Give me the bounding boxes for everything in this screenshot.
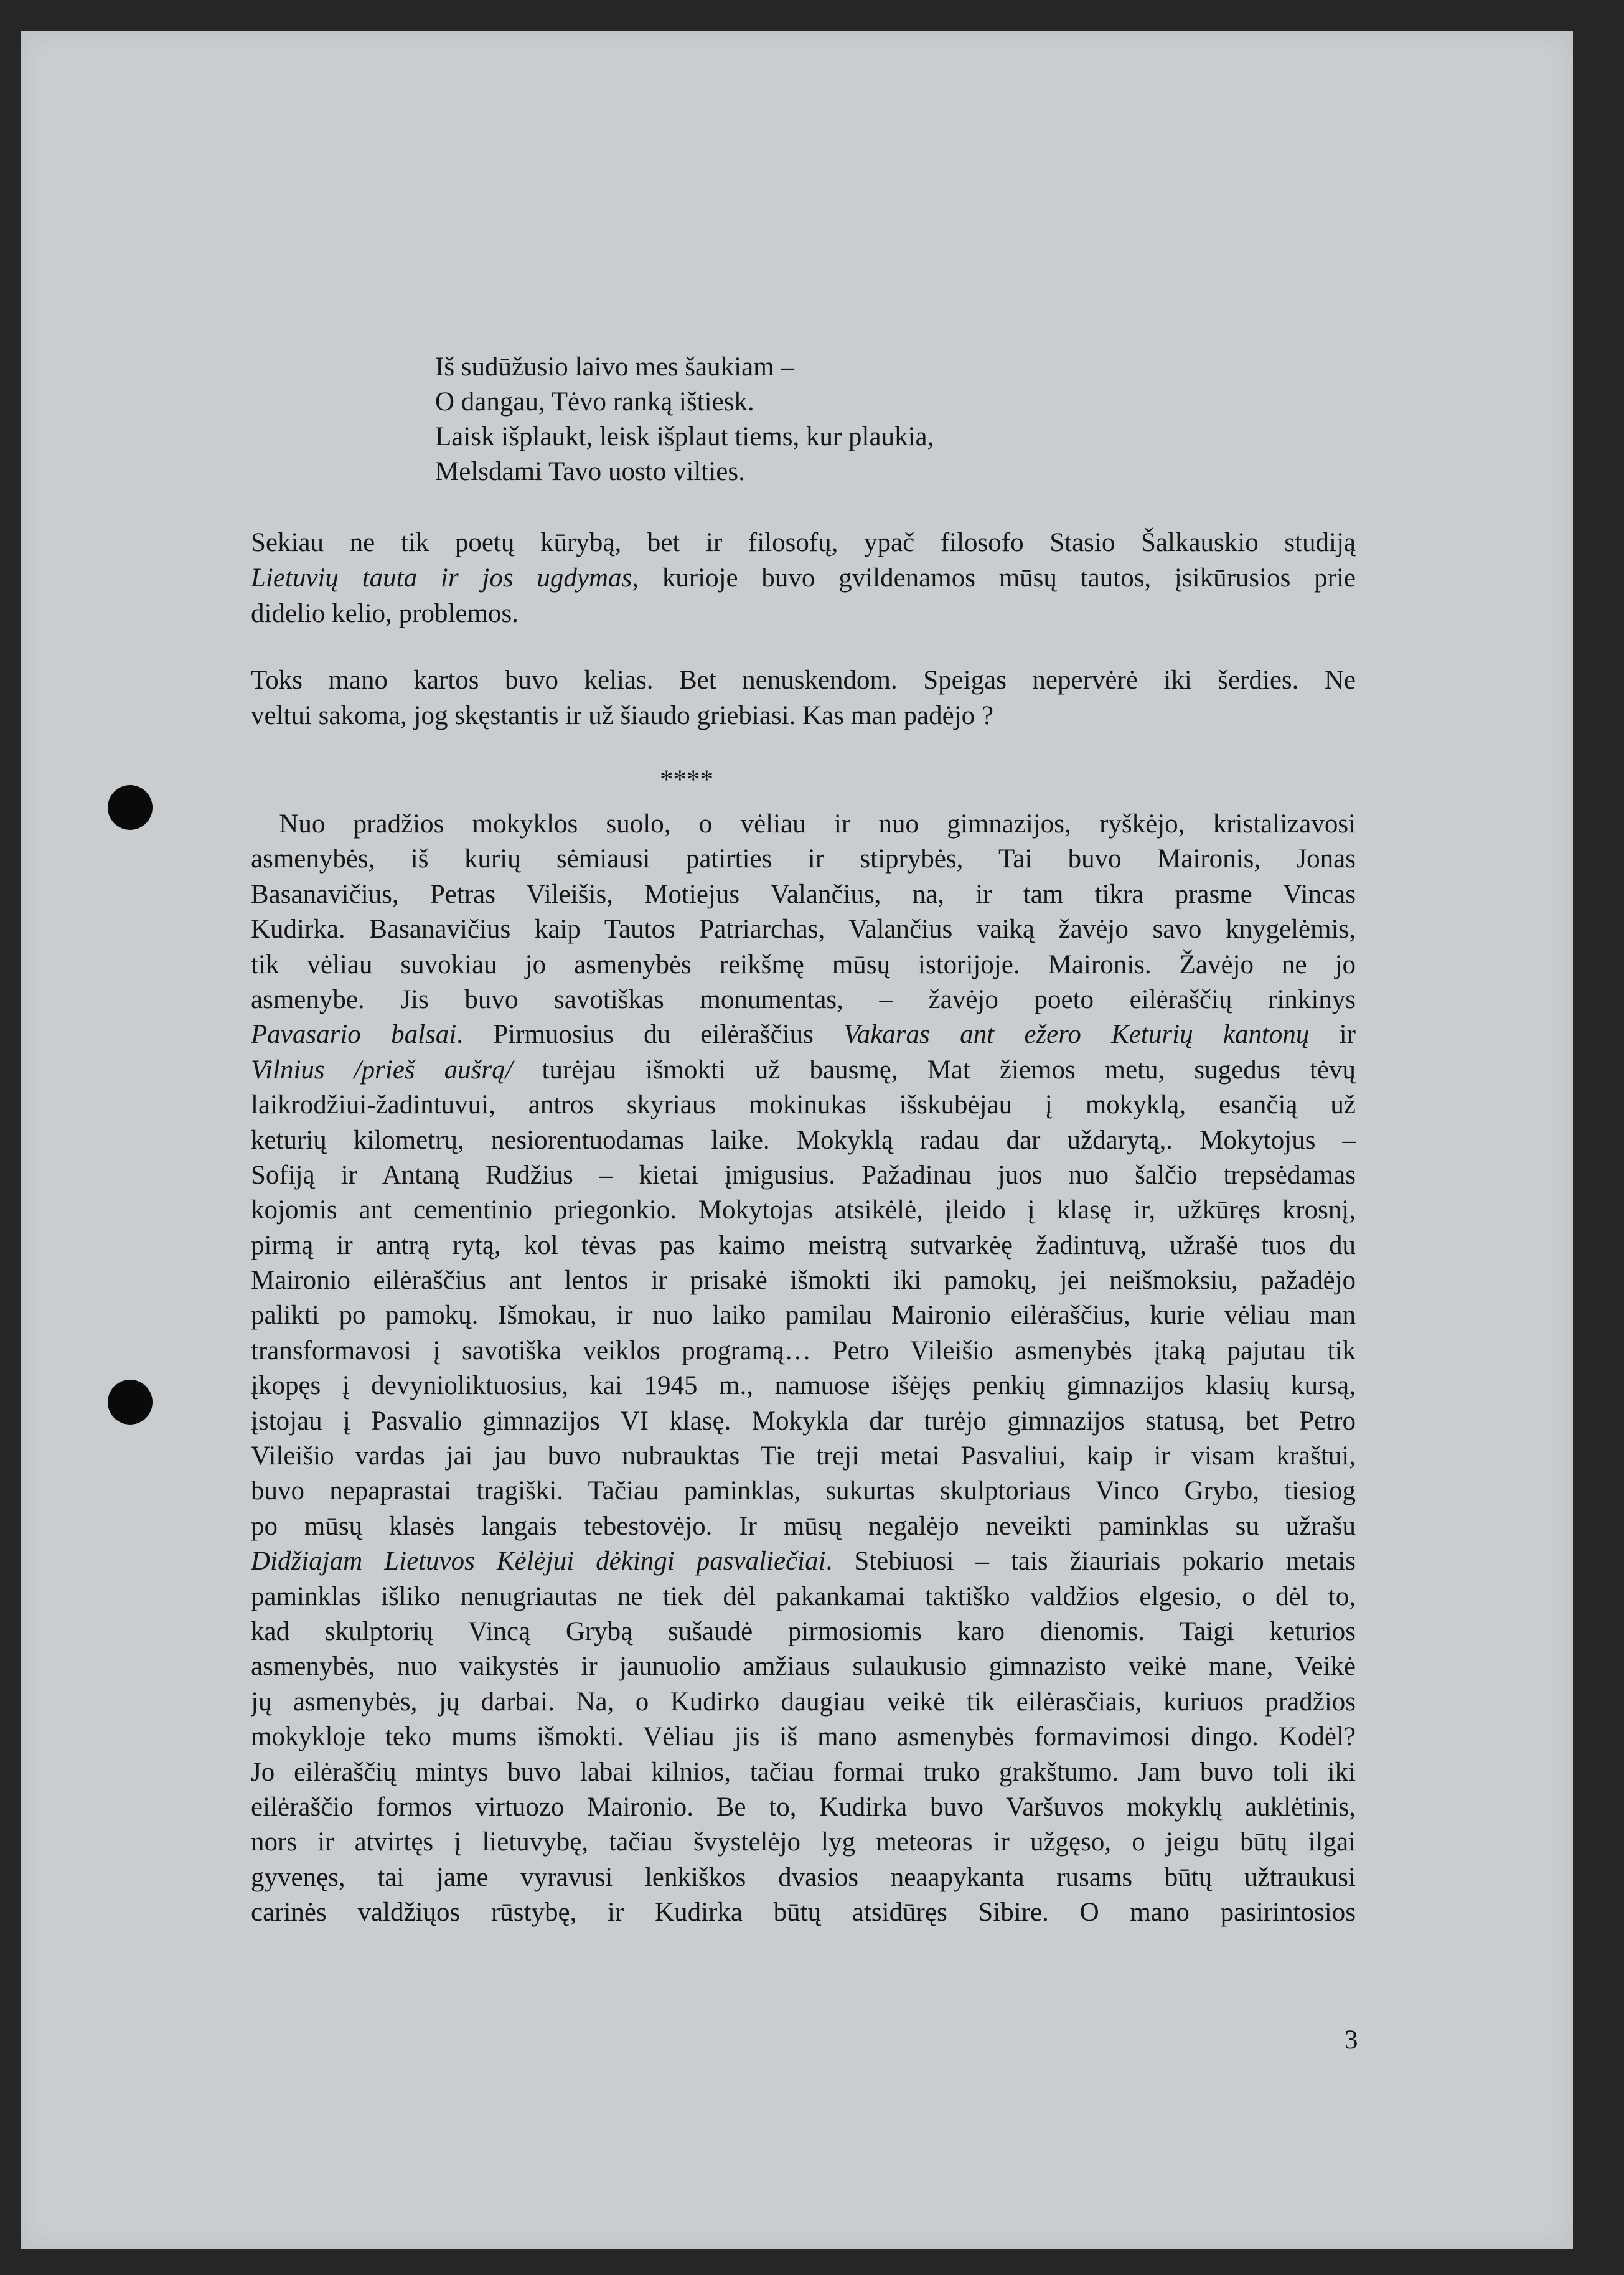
text-line — [251, 1368, 1356, 1403]
text-segment: po mūsų klasės langais tebestovėjo. Ir mūsų negalėjo neveikti paminklas su užrašu — [251, 1511, 1356, 1541]
text-segment: Basanavičius, Petras Vileišis, Motiejus Valančius, na, ir tam tikra prasme Vincas — [251, 879, 1356, 909]
text-segment: Toks mano kartos buvo kelias. Bet nenuskendom. Speigas nepervėrė iki šerdies. Ne — [251, 666, 1356, 695]
text-line — [435, 385, 934, 420]
text-line — [251, 1474, 1356, 1509]
paragraph-influences — [251, 807, 1356, 1931]
text-segment: įstojau į Pasvalio gimnazijos VI klasę. Mokykla dar turėjo gimnazijos statusą, bet Petro — [251, 1406, 1356, 1436]
text-line — [251, 1298, 1356, 1333]
poem-stanza — [435, 350, 934, 489]
text-segment: asmenybės, iš kurių sėmiausi patirties ir stiprybės, Tai buvo Maironis, Jonas — [251, 844, 1356, 874]
text-segment: ir — [1309, 1020, 1356, 1050]
text-segment: tik vėliau suvokiau jo asmenybės reikšmę mūsų istorijoje. Maironis. Žavėjo ne jo — [251, 949, 1356, 979]
text-segment: Melsdami Tavo uosto vilties. — [435, 457, 745, 486]
text-line — [251, 1158, 1356, 1193]
text-segment: . Pirmuosius du eilėraščius — [456, 1020, 844, 1050]
text-line — [251, 1228, 1356, 1263]
text-line — [251, 1720, 1356, 1755]
text-line — [251, 596, 1356, 631]
text-line — [251, 698, 1356, 733]
text-segment: Jo eilėraščių mintys buvo labai kilnios, tačiau formai truko grakštumo. Jam buvo toli iki — [251, 1757, 1356, 1787]
text-segment: palikti po pamokų. Išmokau, ir nuo laiko pamilau Maironio eilėraščius, kurie vėliau man — [251, 1301, 1356, 1331]
text-segment: mokykloje teko mums išmokti. Vėliau jis iš mano asmenybės formavimosi dingo. Kodėl? — [251, 1722, 1356, 1752]
text-segment: Laisk išplaukt, leisk išplaut tiems, kur plaukia, — [435, 422, 934, 451]
text-segment: Sekiau ne tik poetų kūrybą, bet ir filosofų, ypač filosofo Stasio Šalkauskio studiją — [251, 528, 1356, 557]
text-segment: asmenybe. Jis buvo savotiškas monumentas, – žavėjo poeto eilėraščių rinkinys — [251, 984, 1356, 1014]
text-line — [251, 1649, 1356, 1684]
text-line — [251, 1017, 1356, 1052]
text-segment: kad skulptorių Vincą Grybą sušaudė pirmosiomis karo dienomis. Taigi keturios — [251, 1616, 1356, 1646]
text-segment: jų asmenybės, jų darbai. Na, o Kudirko daugiau veikė tik eilėrasčiais, kuriuos pradžios — [251, 1687, 1356, 1717]
text-line — [251, 1755, 1356, 1790]
text-line — [251, 662, 1356, 698]
text-segment: Vileišio vardas jai jau buvo nubrauktas Tie treji metai Pasvaliui, kaip ir visam kraštui, — [251, 1441, 1356, 1471]
text-line — [251, 807, 1356, 842]
text-segment: paminklas išliko nenugriautas ne tiek dėl pakankamai taktiško valdžios elgesio, o dėl to, — [251, 1581, 1356, 1611]
text-line — [251, 560, 1356, 596]
text-segment: turėjau išmokti už bausmę, Mat žiemos metu, sugedus tėvų — [512, 1055, 1356, 1085]
text-segment: eilėraščio formos virtuozo Maironio. Be to, Kudirka buvo Varšuvos mokyklų auklėtinis, — [251, 1792, 1356, 1822]
text-segment: nors ir atvirtęs į lietuvybę, tačiau švystelėjo lyg meteoras ir užgęso, o jeigu būtų ilgai — [251, 1827, 1356, 1857]
punch-hole — [108, 785, 153, 830]
text-segment: Iš sudūžusio laivo mes šaukiam – — [435, 352, 794, 382]
text-segment: Sofiją ir Antaną Rudžius – kietai įmigusius. Pažadinau juos nuo šalčio trepsėdamas — [251, 1160, 1356, 1190]
text-line — [251, 1439, 1356, 1474]
italic-title-text: Vilnius /prieš aušrą/ — [251, 1055, 513, 1085]
text-line — [251, 1685, 1356, 1720]
text-segment: O dangau, Tėvo ranką ištiesk. — [435, 387, 754, 417]
text-line — [251, 1053, 1356, 1088]
text-line — [251, 982, 1356, 1017]
page-number: 3 — [1345, 2025, 1358, 2055]
text-segment: . Stebiuosi – tais žiauriais pokario metais — [825, 1547, 1356, 1576]
text-line — [251, 1123, 1356, 1158]
text-segment: asmenybės, nuo vaikystės ir jaunuolio amžiaus sulaukusio gimnazisto veikė mane, Veikė — [251, 1652, 1356, 1682]
text-segment: Nuo pradžios mokyklos suolo, o vėliau ir nuo gimnazijos, ryškėjo, kristalizavosi — [251, 809, 1356, 839]
text-line — [435, 350, 934, 385]
paragraph-generation — [251, 662, 1356, 733]
text-line — [435, 420, 934, 455]
text-segment: Kudirka. Basanavičius kaip Tautos Patriarchas, Valančius vaiką žavėjo savo knygelėmis, — [251, 915, 1356, 944]
text-line — [251, 877, 1356, 912]
text-line — [251, 525, 1356, 560]
text-line — [251, 1544, 1356, 1579]
text-segment: buvo nepaprastai tragiški. Tačiau paminklas, sukurtas skulptoriaus Vinco Grybo, tiesiog — [251, 1476, 1356, 1506]
text-line — [251, 1895, 1356, 1930]
italic-title-text: Vakaras ant ežero Keturių kantonų — [843, 1020, 1310, 1050]
italic-title-text: Didžiajam Lietuvos Kėlėjui dėkingi pasvaliečiai — [251, 1547, 826, 1576]
paragraph-philosophy — [251, 525, 1356, 631]
text-segment: transformavosi į savotiška veiklos programą… Petro Vileišio asmenybės įtaką pajutau tik — [251, 1335, 1356, 1365]
text-line — [251, 1580, 1356, 1614]
text-line — [251, 1088, 1356, 1123]
text-segment: keturių kilometrų, nesiorentuodamas laike. Mokyklą radau dar uždarytą,. Mokytojus – — [251, 1125, 1356, 1155]
section-separator: **** — [660, 765, 713, 794]
text-line — [251, 1263, 1356, 1298]
text-segment: Maironio eilėraščius ant lentos ir prisakė išmokti iki pamokų, jei neišmoksiu, pažadėjo — [251, 1266, 1356, 1296]
text-line — [251, 1404, 1356, 1439]
text-line — [251, 948, 1356, 982]
italic-title-text: Pavasario balsai — [251, 1020, 457, 1050]
text-line — [251, 1334, 1356, 1368]
text-segment: laikrodžiui-žadintuvui, antros skyriaus mokinukas išskubėjau į mokyklą, esančią už — [251, 1090, 1356, 1120]
text-segment: kojomis ant cementinio priegonkio. Mokytojas atsikėlė, įleido į klasę ir, užkūręs krosnį, — [251, 1195, 1356, 1225]
text-line — [251, 842, 1356, 877]
text-segment: gyvenęs, tai jame vyravusi lenkiškos dvasios neaapykanta rusams būtų užtraukusi — [251, 1862, 1356, 1892]
text-line — [251, 1614, 1356, 1649]
text-line — [251, 1825, 1356, 1860]
text-line — [251, 1860, 1356, 1895]
text-segment: , kurioje buvo gvildenamos mūsų tautos, įsikūrusios prie — [632, 563, 1356, 593]
text-line — [251, 1193, 1356, 1228]
text-segment: veltui sakoma, jog skęstantis ir už šiaudo griebiasi. Kas man padėjo ? — [251, 701, 993, 730]
text-line — [251, 912, 1356, 947]
text-segment: įkopęs į devynioliktuosius, kai 1945 m., namuose išėjęs penkių gimnazijos klasių kursą, — [251, 1371, 1356, 1401]
text-line — [435, 455, 934, 489]
punch-hole — [108, 1380, 153, 1425]
italic-title-text: Lietuvių tauta ir jos ugdymas — [251, 563, 632, 593]
text-line — [251, 1790, 1356, 1825]
text-segment: carinės valdžiųos rūstybę, ir Kudirka būtų atsidūręs Sibire. O mano pasirintosios — [251, 1898, 1356, 1928]
text-segment: didelio kelio, problemos. — [251, 599, 519, 628]
text-segment: pirmą ir antrą rytą, kol tėvas pas kaimo meistrą sutvarkėę žadintuvą, užrašė tuos du — [251, 1230, 1356, 1260]
text-line — [251, 1509, 1356, 1544]
